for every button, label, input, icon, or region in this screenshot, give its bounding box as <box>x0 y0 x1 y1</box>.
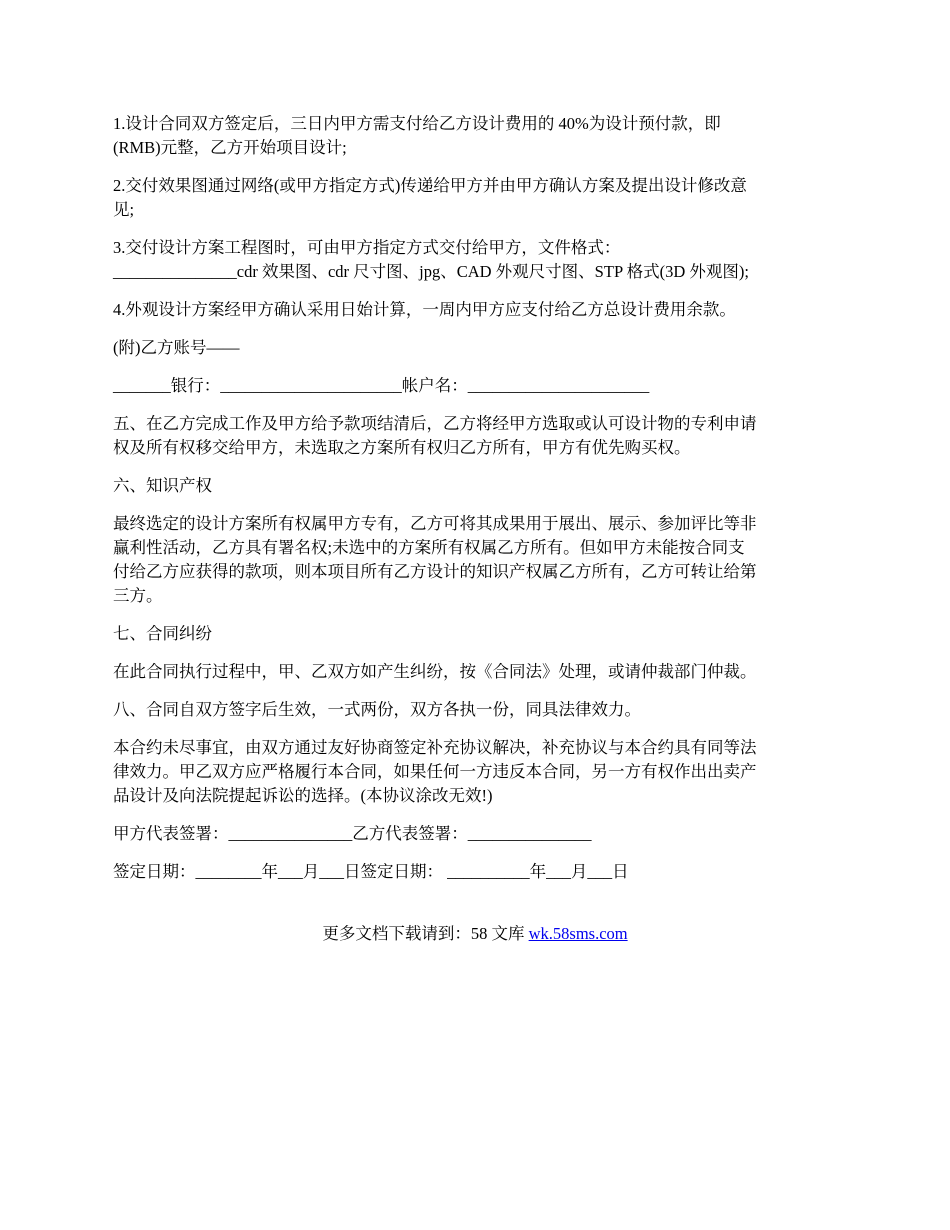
clause-final-payment <box>113 298 841 322</box>
text-line: 4.外观设计方案经甲方确认采用日始计算，一周内甲方应支付给乙方总设计费用余款。 <box>113 300 736 319</box>
text-line: (RMB)元整，乙方开始项目设计; <box>113 138 347 157</box>
section-six-heading <box>113 474 841 498</box>
section-five <box>113 412 841 460</box>
text-line: 本合约未尽事宜，由双方通过友好协商签定补充协议解决，补充协议与本合约具有同等法 <box>113 738 757 757</box>
footer-text: 更多文档下载请到：58 文库 <box>322 924 529 943</box>
text-line: 赢利性活动，乙方具有署名权;未选中的方案所有权属乙方所有。但如甲方未能按合同支 <box>113 538 745 557</box>
text-line: 在此合同执行过程中，甲、乙双方如产生纠纷，按《合同法》处理，或请仲裁部门仲裁。 <box>113 662 757 681</box>
text-line: 签定日期：________年___月___日签定日期： __________年___月___日 <box>113 862 629 881</box>
text-line: 五、在乙方完成工作及甲方给予款项结清后，乙方将经甲方选取或认可设计物的专利申请 <box>113 414 757 433</box>
text-line: _______________cdr 效果图、cdr 尺寸图、jpg、CAD 外观尺寸图、STP 格式(3D 外观图); <box>113 262 749 281</box>
account-heading <box>113 336 841 360</box>
section-eight <box>113 698 841 722</box>
text-line: 2.交付效果图通过网络(或甲方指定方式)传递给甲方并由甲方确认方案及提出设计修改意 <box>113 176 747 195</box>
text-line: _______银行：______________________帐户名：______________________ <box>113 376 650 395</box>
bank-account-blanks <box>113 374 841 398</box>
text-line: 七、合同纠纷 <box>113 624 212 643</box>
text-line: 律效力。甲乙双方应严格履行本合同，如果任何一方违反本合同，另一方有权作出出卖产 <box>113 762 757 781</box>
text-line: 品设计及向法院提起诉讼的选择。(本协议涂改无效!) <box>113 786 493 805</box>
document-body <box>113 112 841 898</box>
footer-link[interactable]: wk.58sms.com <box>528 924 628 943</box>
clause-delivery-drawings <box>113 236 841 284</box>
signature-line <box>113 822 841 846</box>
intellectual-property-clause <box>113 512 841 608</box>
text-line: 三方。 <box>113 586 163 605</box>
supplementary-clause <box>113 736 841 808</box>
download-footer <box>0 922 950 946</box>
text-line: 付给乙方应获得的款项，则本项目所有乙方设计的知识产权属乙方所有，乙方可转让给第 <box>113 562 757 581</box>
section-seven-heading <box>113 622 841 646</box>
clause-delivery-renderings <box>113 174 841 222</box>
dispute-clause <box>113 660 841 684</box>
text-line: 最终选定的设计方案所有权属甲方专有，乙方可将其成果用于展出、展示、参加评比等非 <box>113 514 757 533</box>
sign-date-line <box>113 860 841 884</box>
text-line: 3.交付设计方案工程图时，可由甲方指定方式交付给甲方，文件格式： <box>113 238 621 257</box>
text-line: 六、知识产权 <box>113 476 212 495</box>
clause-payment-advance <box>113 112 841 160</box>
text-line: 权及所有权移交给甲方，未选取之方案所有权归乙方所有，甲方有优先购买权。 <box>113 438 691 457</box>
text-line: 八、合同自双方签字后生效，一式两份，双方各执一份，同具法律效力。 <box>113 700 641 719</box>
text-line: 甲方代表签署：_______________乙方代表签署：_______________ <box>113 824 592 843</box>
text-line: 1.设计合同双方签定后，三日内甲方需支付给乙方设计费用的 40%为设计预付款，即 <box>113 114 721 133</box>
text-line: 见; <box>113 200 135 219</box>
text-line: (附)乙方账号—— <box>113 338 240 357</box>
